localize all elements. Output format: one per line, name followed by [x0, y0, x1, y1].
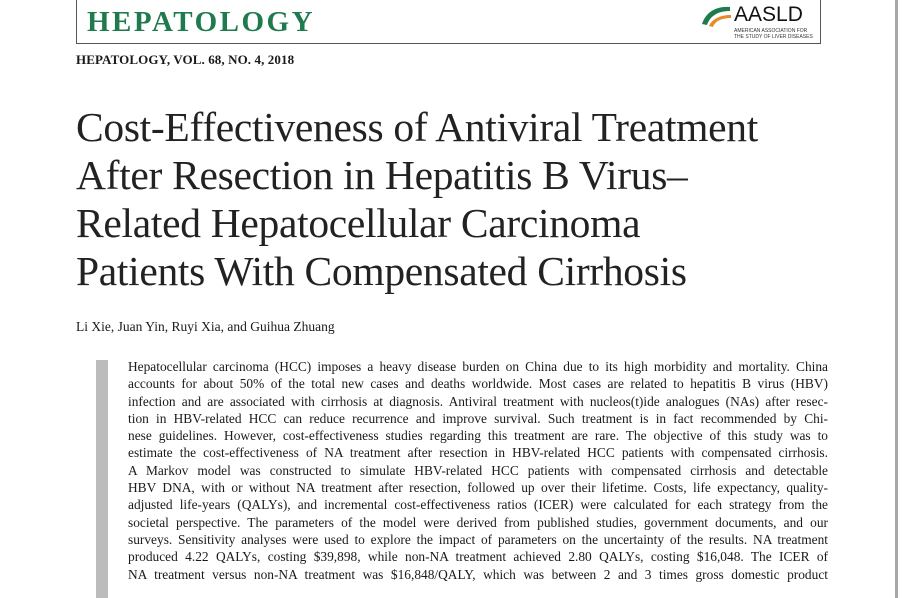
abstract-text [128, 358, 828, 583]
abstract-line: Hepatocellular carcinoma (HCC) imposes a heavy disease burden on China due to its high morbidity and mortality. China [128, 359, 828, 374]
abstract-line: A Markov model was constructed to simulate HBV-related HCC patients with compensated cirrhosis and detectable [128, 462, 828, 478]
title-line: Cost-Effectiveness of Antiviral Treatment [76, 104, 758, 150]
title-line: Related Hepatocellular Carcinoma [76, 200, 641, 246]
aasld-logo [700, 2, 815, 42]
article-title [76, 103, 876, 295]
title-line: Patients With Compensated Cirrhosis [76, 248, 687, 294]
citation-line: HEPATOLOGY, VOL. 68, NO. 4, 2018 [76, 52, 295, 67]
abstract-line: produced 4.22 QALYs, costing $39,898, while non-NA treatment achieved 2.80 QALYs, costing $16,048. The ICER of [128, 549, 828, 565]
abstract-line: estimate the cost-effectiveness of NA treatment after resection in HBV-related HCC patients with compensated cirrhosis. [128, 445, 828, 461]
abstract-side-bar [96, 360, 108, 598]
abstract-line: societal perspective. The parameters of the model were derived from published studies, government documents, and our [128, 514, 828, 530]
abstract-line: accounts for about 50% of the total new cases and deaths worldwide. Most cases are related to hepatitis B virus (HBV) [128, 376, 828, 392]
abstract-line: surveys. Sensitivity analyses were used to explore the impact of parameters on the uncertainty of the results. NA treatment [128, 531, 828, 547]
title-line: After Resection in Hepatitis B Virus– [76, 152, 688, 198]
logo-text: AASLD [734, 3, 803, 26]
author-list: Li Xie, Juan Yin, Ruyi Xia, and Guihua Zhuang [76, 319, 335, 334]
abstract-line: infection and are associated with cirrhosis at diagnosis. Antiviral treatment with nucleos(t)ide analogues (NAs) after resec- [128, 393, 828, 409]
abstract-line: tion in HBV-related HCC can reduce recurrence and improve survival. Such treatment is in fact recommended by Chi- [128, 410, 828, 426]
abstract-line: NA treatment versus non-NA treatment was $16,848/QALY, which was between 2 and 3 times gross domestic product [128, 566, 828, 582]
abstract-line: HBV DNA, with or without NA treatment after resection, followed up over their lifetime. Costs, life expectancy, quality- [128, 480, 828, 496]
journal-name: HEPATOLOGY [87, 6, 316, 38]
aasld-swoosh-icon [700, 4, 734, 28]
journal-header [76, 0, 821, 44]
page-edge [895, 0, 898, 598]
abstract-line: adjusted life-years (QALYs), and incremental cost-effectiveness ratios (ICER) were calculated for each strategy from the [128, 497, 828, 513]
logo-subtext: AMERICAN ASSOCIATION FOR THE STUDY OF LIVER DISEASES [734, 28, 813, 40]
abstract-line: nese guidelines. However, cost-effectiveness studies regarding this treatment are rare. The objective of this study was to [128, 428, 828, 444]
